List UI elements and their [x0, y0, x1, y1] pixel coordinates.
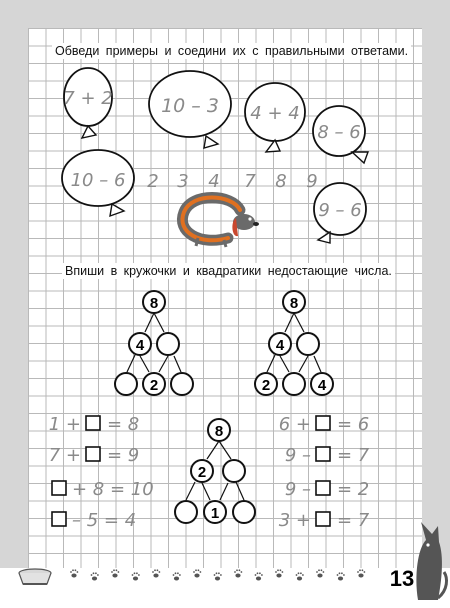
tree-value: 4 — [317, 377, 327, 394]
answer-box[interactable] — [316, 481, 330, 495]
tree-node[interactable] — [115, 373, 137, 395]
paw-icon — [255, 572, 263, 580]
equation — [49, 445, 140, 466]
tree-value: 2 — [149, 377, 159, 394]
tree-value: 8 — [214, 423, 224, 440]
tree-node[interactable] — [297, 333, 319, 355]
balloon[interactable] — [313, 106, 368, 163]
answer-number[interactable]: 4 — [208, 171, 220, 192]
balloon[interactable] — [245, 83, 305, 152]
paw-icon — [214, 572, 222, 580]
answer-number[interactable]: 2 — [147, 171, 159, 192]
tree-value: 2 — [261, 377, 271, 394]
paw-icon — [316, 569, 324, 577]
balloon[interactable] — [314, 183, 366, 243]
answer-number[interactable]: 8 — [275, 171, 287, 192]
answer-box[interactable] — [52, 481, 66, 495]
equation — [52, 479, 154, 500]
paw-icon — [173, 572, 181, 580]
balloon-expression: 10 – 3 — [161, 95, 219, 117]
answer-number[interactable]: 3 — [177, 171, 189, 192]
tree-node[interactable] — [175, 501, 197, 523]
paw-prints — [70, 569, 365, 580]
paw-icon — [337, 572, 345, 580]
task2-instruction: Впиши в кружочки и квадратики недостающие числа. — [62, 263, 395, 279]
task1-instruction: Обведи примеры и соедини их с правильными ответами. — [52, 43, 411, 59]
dachshund-icon — [182, 198, 259, 248]
tree-value: 4 — [135, 337, 145, 354]
tree-node[interactable] — [223, 460, 245, 482]
equation-right-part: + 8 = 10 — [72, 479, 154, 500]
paw-icon — [357, 569, 365, 577]
balloon-expression: 7 + 2 — [63, 88, 113, 109]
tree-value: 8 — [149, 295, 159, 312]
number-tree — [255, 291, 333, 395]
paw-icon — [234, 569, 242, 577]
balloon-expression: 10 – 6 — [70, 170, 126, 191]
tree-value: 1 — [210, 505, 220, 522]
answer-box[interactable] — [86, 416, 100, 430]
answer-number[interactable]: 7 — [244, 171, 256, 192]
paw-icon — [296, 572, 304, 580]
equation-right-part: = 6 — [337, 414, 370, 435]
balloon-expression: 4 + 4 — [250, 103, 300, 124]
equation — [49, 414, 140, 435]
equation-left-part: 3 + — [278, 510, 311, 531]
answer-box[interactable] — [316, 416, 330, 430]
answer-box[interactable] — [316, 447, 330, 461]
answer-box[interactable] — [86, 447, 100, 461]
balloon[interactable] — [149, 71, 231, 148]
balloon-expression: 9 – 6 — [318, 200, 362, 221]
equation-right-part: = 7 — [337, 445, 370, 466]
equation-right-part: = 9 — [107, 445, 140, 466]
paw-icon — [275, 569, 283, 577]
balloon-expression: 8 – 6 — [317, 122, 361, 143]
number-tree — [115, 291, 193, 395]
tree-value: 8 — [289, 295, 299, 312]
answer-box[interactable] — [316, 512, 330, 526]
equation — [279, 414, 370, 435]
tree-node[interactable] — [283, 373, 305, 395]
equation-right-part: = 2 — [337, 479, 370, 500]
bowl-icon — [19, 569, 51, 584]
equation — [279, 510, 370, 531]
tree-node[interactable] — [157, 333, 179, 355]
page-number: 13 — [389, 566, 415, 591]
cat-icon — [416, 522, 446, 600]
answer-number[interactable]: 9 — [306, 171, 318, 192]
balloon[interactable] — [63, 68, 112, 138]
equation — [52, 510, 136, 531]
paw-icon — [132, 572, 140, 580]
equation-right-part: – 5 = 4 — [72, 510, 137, 531]
tree-value: 4 — [275, 337, 285, 354]
paw-icon — [152, 569, 160, 577]
equation-left-part: 1 + — [48, 414, 81, 435]
equation-left-part: 7 + — [48, 445, 81, 466]
paw-icon — [111, 569, 119, 577]
tree-node[interactable] — [233, 501, 255, 523]
tree-value: 2 — [197, 464, 207, 481]
equation — [285, 479, 369, 500]
equation-right-part: = 7 — [337, 510, 370, 531]
equation — [285, 445, 370, 466]
paw-icon — [70, 569, 78, 577]
balloon[interactable] — [62, 150, 134, 216]
equation-left-part: 6 + — [278, 414, 311, 435]
equation-left-part: 9 – — [284, 445, 311, 466]
number-tree — [175, 419, 255, 523]
paw-icon — [91, 572, 99, 580]
tree-node[interactable] — [171, 373, 193, 395]
equation-right-part: = 8 — [107, 414, 140, 435]
equation-left-part: 9 – — [284, 479, 311, 500]
paw-icon — [193, 569, 201, 577]
answer-box[interactable] — [52, 512, 66, 526]
